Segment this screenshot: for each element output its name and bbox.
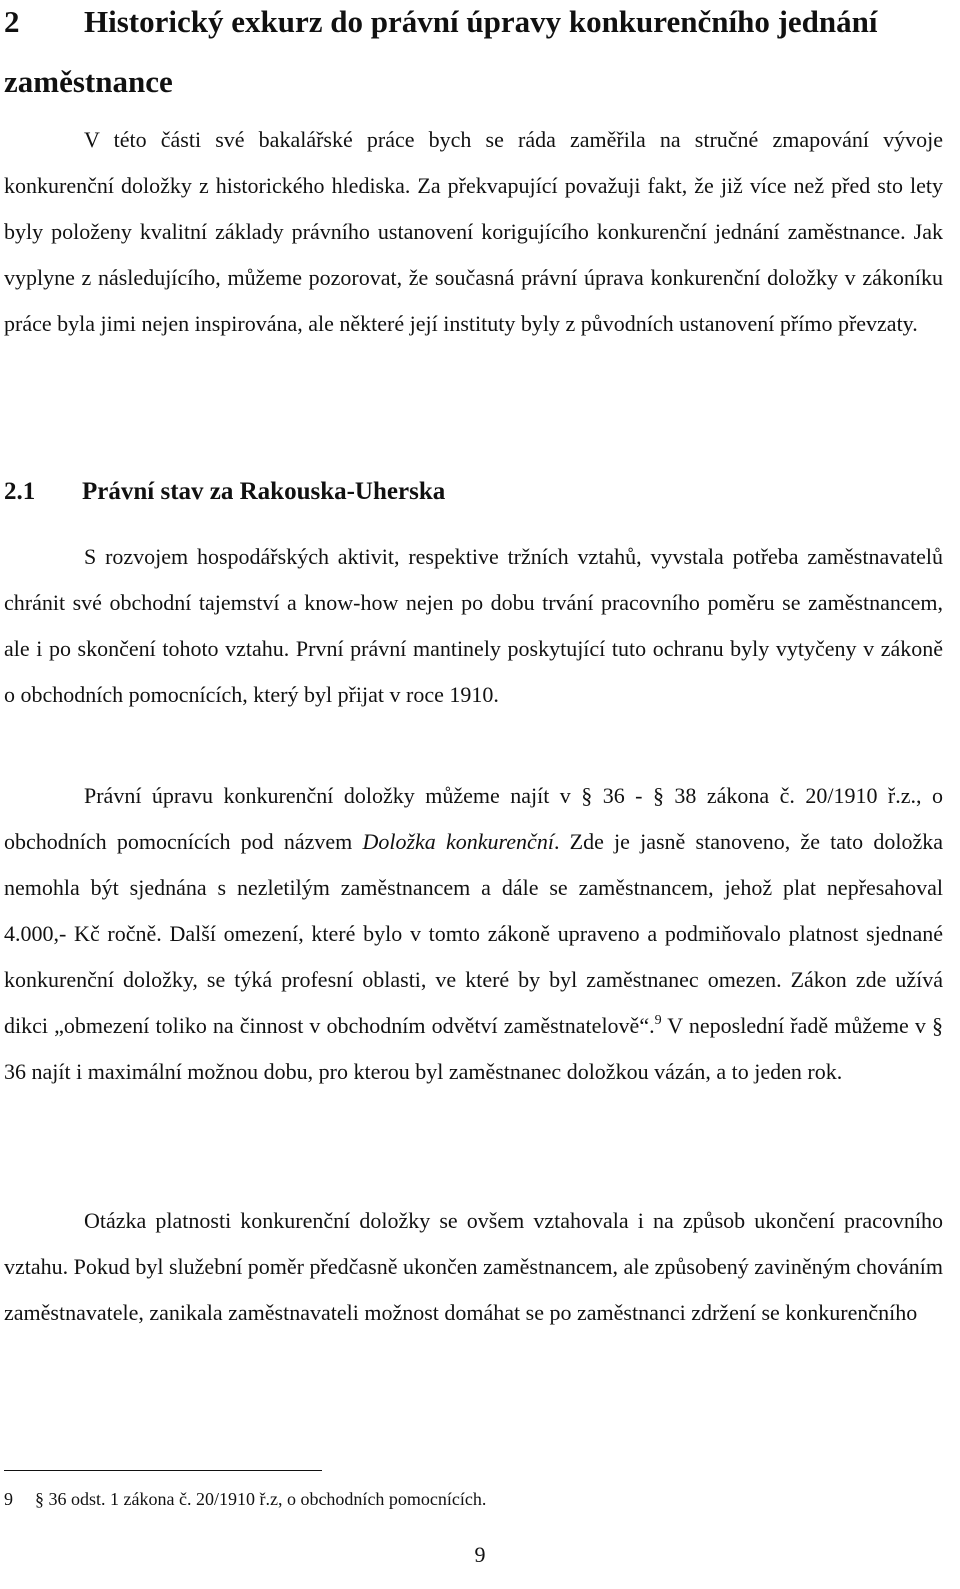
footnote-reference[interactable]: 9 <box>654 1012 662 1028</box>
paragraph-2: S rozvojem hospodářských aktivit, respektive tržních vztahů, vyvstala potřeba zaměstnavatelů chránit své obchodní tajemství a know-how nejen po dobu trvání pracovního poměru se zaměstnancem, ale i po skončení tohoto vztahu. První právní mantinely poskytující tuto ochranu byly vytyčeny v zákoně o obchodních pomocnících, který byl přijat v roce 1910. <box>4 544 943 707</box>
paragraph-4: Otázka platnosti konkurenční doložky se ovšem vztahovala i na způsob ukončení pracovního vztahu. Pokud byl služební poměr předčasně ukončen zaměstnancem, ale způsobený zaviněným chováním zaměstnavatele, zanikala zaměstnavateli možnost domáhat se po zaměstnanci zdržení se konkurenčního <box>4 1208 943 1325</box>
paragraph-3-part-a: Právní úpravu konkurenční doložky můžeme najít v § 36 - § 38 zákona č. 20/1910 ř.z., o obchodních pomocnících pod názvem <box>4 783 943 854</box>
paragraph-3 <box>4 773 943 1095</box>
paragraph-3-part-c: V neposlední řadě můžeme v § 36 najít i maximální možnou dobu, pro kterou byl zaměstnanec doložkou vázán, a to jeden rok. <box>4 1013 943 1084</box>
chapter-heading <box>4 0 943 112</box>
section-heading <box>4 468 943 516</box>
paragraph-3-part-b: . Zde je jasně stanoveno, že tato doložka nemohla být sjednána s nezletilým zaměstnancem a dále se zaměstnancem, jehož plat nepřesahoval 4.000,- Kč ročně. Další omezení, které bylo v tomto zákoně upraveno a podmiňovalo platnost sjednané konkurenční doložky, se týká profesní oblasti, ve které by byl zaměstnanec omezen. Zákon zde užívá dikci „obmezení toliko na činnost v obchodním odvětví zaměstnatelově“. <box>4 829 943 1038</box>
section-title: Právní stav za Rakouska-Uherska <box>82 478 446 505</box>
italic-title: Doložka konkurenční <box>362 829 554 854</box>
footnote-text: § 36 odst. 1 zákona č. 20/1910 ř.z, o obchodních pomocnících. <box>35 1489 487 1509</box>
section-number: 2.1 <box>4 478 36 505</box>
page-number: 9 <box>474 1542 486 1567</box>
chapter-number: 2 <box>4 4 20 39</box>
intro-paragraph: V této části své bakalářské práce bych se ráda zaměřila na stručné zmapování vývoje konkurenční doložky z historického hlediska. Za překvapující považuji fakt, že již více než před sto lety byly položeny kvalitní základy právního ustanovení korigujícího konkurenční jednání zaměstnance. Jak vyplyne z následujícího, můžeme pozorovat, že současná právní úprava konkurenční doložky v zákoníku práce byla jimi nejen inspirována, ale některé její instituty byly z původních ustanovení přímo převzaty. <box>4 127 943 336</box>
footnote-divider <box>4 1470 322 1471</box>
footnote <box>4 1484 486 1514</box>
chapter-title: Historický exkurz do právní úpravy konkurenčního jednání zaměstnance <box>4 4 878 99</box>
footnote-number: 9 <box>4 1489 13 1509</box>
